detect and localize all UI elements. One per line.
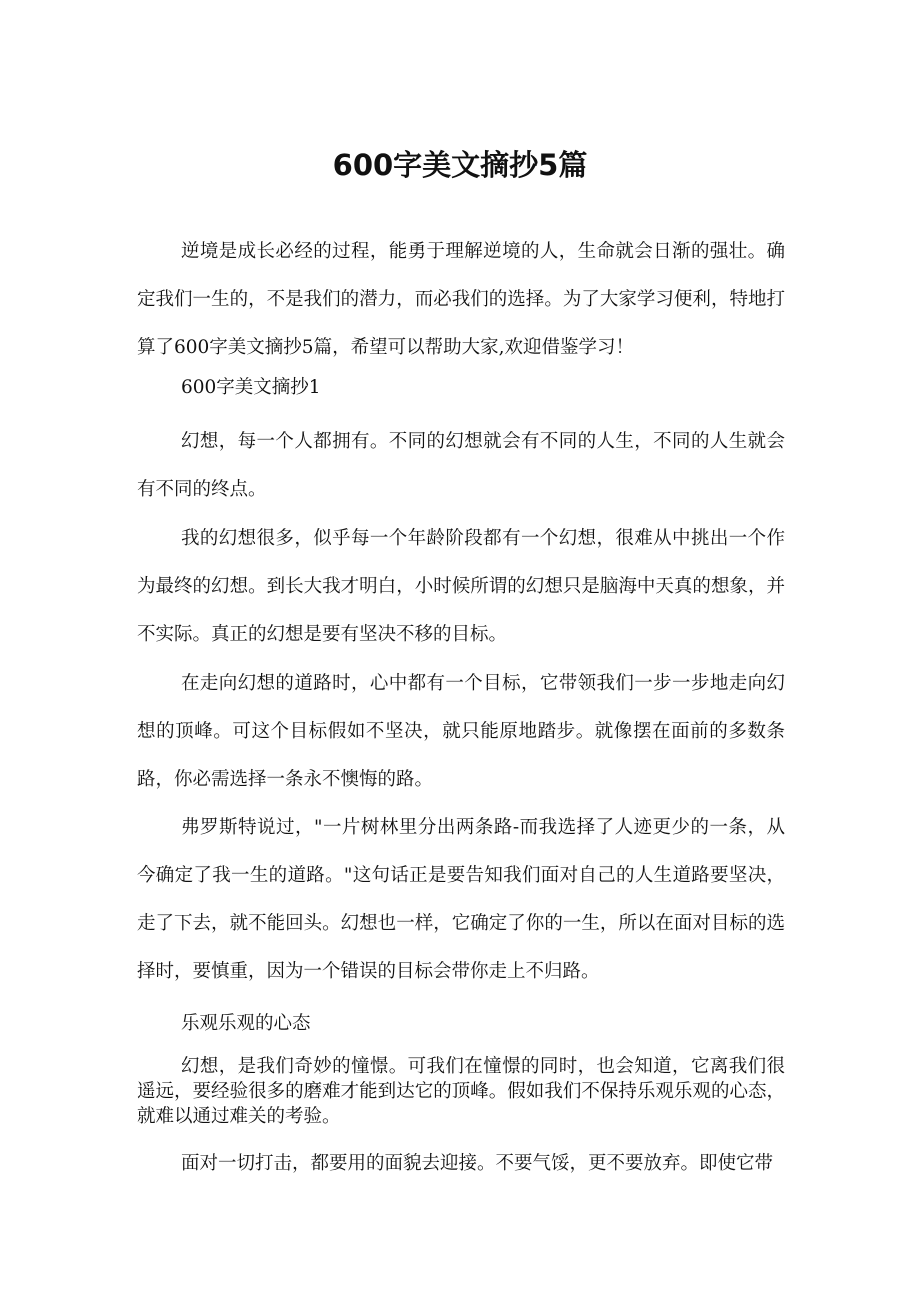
paragraph: 我的幻想很多，似乎每一个年龄阶段都有一个幻想，很难从中挑出一个作为最终的幻想。到长大我才明白，小时候所谓的幻想只是脑海中天真的想象，并不实际。真正的幻想是要有坚决不移的目标。 bbox=[137, 528, 785, 645]
section-heading-1: 600字美文摘抄1 bbox=[181, 377, 321, 398]
section-heading-2: 乐观乐观的心态 bbox=[181, 1013, 311, 1034]
paragraph: 在走向幻想的道路时，心中都有一个目标，它带领我们一步一步地走向幻想的顶峰。可这个目标假如不坚决，就只能原地踏步。就像摆在面前的多数条路，你必需选择一条永不懊悔的路。 bbox=[137, 673, 785, 790]
paragraph: 面对一切打击，都要用的面貌去迎接。不要气馁，更不要放弃。即使它带 bbox=[181, 1153, 774, 1174]
paragraph: 幻想，每一个人都拥有。不同的幻想就会有不同的人生，不同的人生就会有不同的终点。 bbox=[137, 431, 785, 500]
paragraph: 弗罗斯特说过，"一片树林里分出两条路-而我选择了人迹更少的一条，从今确定了我一生的道路。"这句话正是要告知我们面对自己的人生道路要坚决，走了下去，就不能回头。幻想也一样，它确定了你的一生，所以在面对目标的选择时，要慎重，因为一个错误的目标会带你走上不归路。 bbox=[137, 817, 785, 982]
document-title: 600字美文摘抄5篇 bbox=[332, 148, 588, 182]
intro-paragraph: 逆境是成长必经的过程，能勇于理解逆境的人，生命就会日渐的强壮。确定我们一生的，不是我们的潜力，而必我们的选择。为了大家学习便利，特地打算了600字美文摘抄5篇，希望可以帮助大家,欢迎借鉴学习！ bbox=[137, 241, 785, 358]
paragraph: 幻想，是我们奇妙的憧憬。可我们在憧憬的同时，也会知道，它离我们很遥远，要经验很多的磨难才能到达它的顶峰。假如我们不保持乐观乐观的心态，就难以通过难关的考验。 bbox=[137, 1056, 785, 1127]
